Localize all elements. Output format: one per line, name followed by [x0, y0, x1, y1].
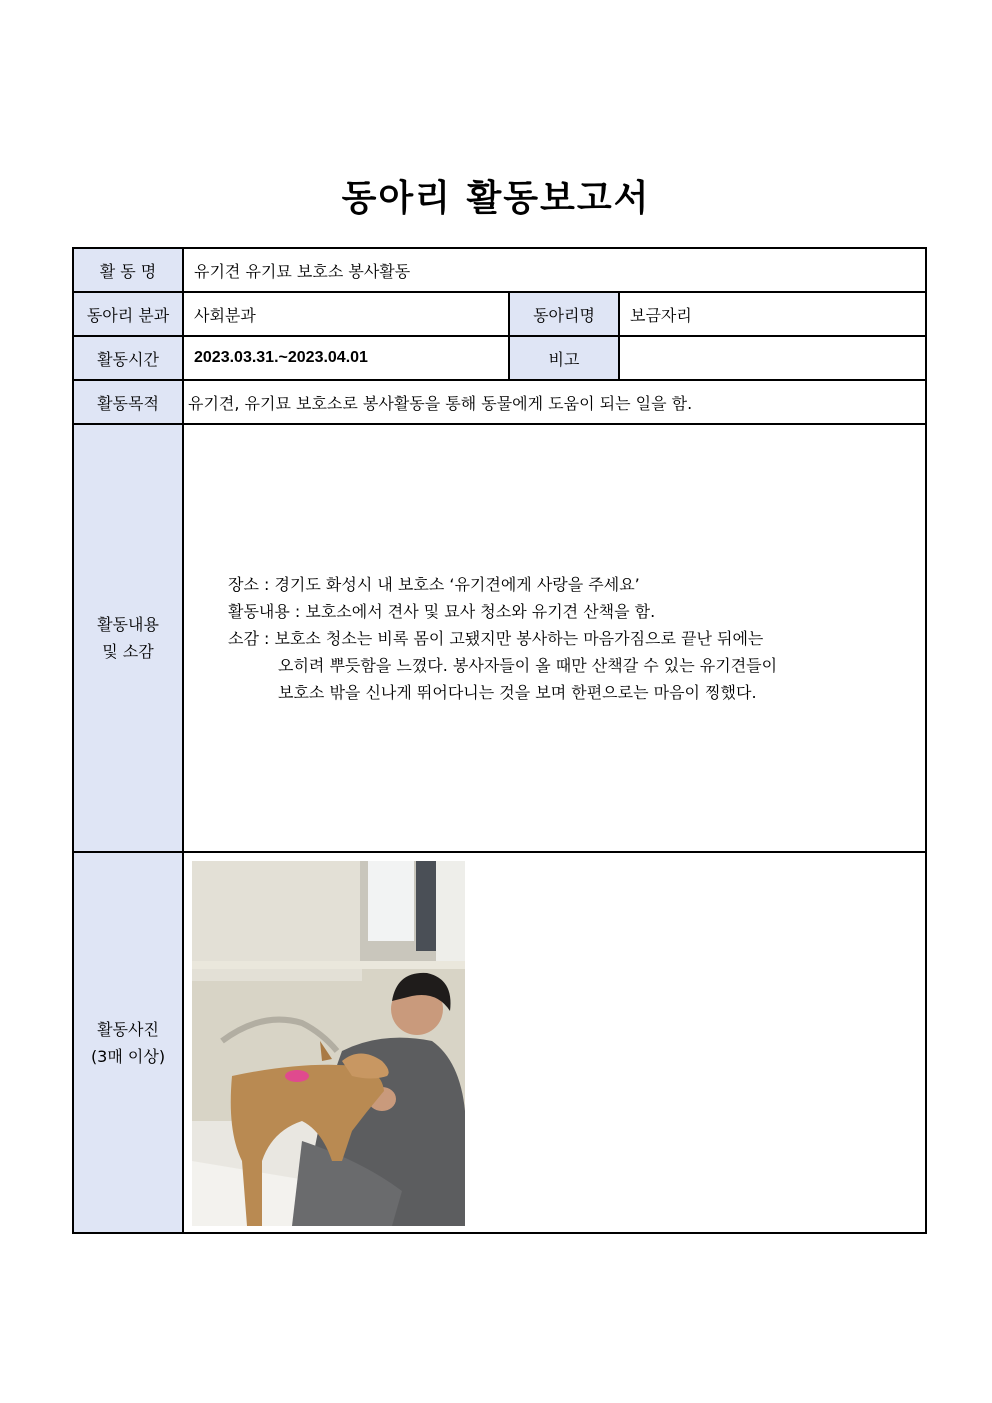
activity-photo-label-line2: (3매 이상)	[90, 1046, 166, 1066]
club-division-value: 사회분과	[183, 292, 509, 336]
row-activity-name	[73, 248, 926, 292]
remarks-value	[619, 336, 926, 380]
report-table	[72, 247, 927, 1234]
content-activity: 활동내용 : 보호소에서 견사 및 묘사 청소와 유기견 산책을 함.	[228, 601, 656, 621]
page-title: 동아리 활동보고서	[341, 178, 651, 219]
activity-photo	[192, 861, 465, 1226]
activity-photo-label	[73, 852, 183, 1233]
remarks-label: 비고	[509, 336, 619, 380]
row-division	[73, 292, 926, 336]
activity-photo-label-line1: 활동사진	[97, 1019, 159, 1039]
content-impression-cont2: 보호소 밖을 신나게 뛰어다니는 것을 보며 한편으로는 마음이 찡했다.	[278, 682, 757, 702]
activity-name-value: 유기견 유기묘 보호소 봉사활동	[183, 248, 926, 292]
activity-photo-cell	[183, 852, 926, 1233]
activity-purpose-label: 활동목적	[73, 380, 183, 424]
activity-time-label: 활동시간	[73, 336, 183, 380]
club-name-value: 보금자리	[619, 292, 926, 336]
activity-time-value: 2023.03.31.~2023.04.01	[183, 336, 509, 380]
row-time	[73, 336, 926, 380]
activity-name-label: 활 동 명	[73, 248, 183, 292]
content-location: 장소 : 경기도 화성시 내 보호소 ‘유기견에게 사랑을 주세요’	[228, 574, 640, 594]
activity-content-label-line2: 및 소감	[102, 642, 154, 661]
activity-content-value	[183, 424, 926, 852]
content-impression: 소감 : 보호소 청소는 비록 몸이 고됐지만 봉사하는 마음가짐으로 끝난 뒤에는	[228, 628, 764, 648]
club-division-label: 동아리 분과	[73, 292, 183, 336]
row-purpose	[73, 380, 926, 424]
club-name-label: 동아리명	[509, 292, 619, 336]
row-photo	[73, 852, 926, 1233]
activity-purpose-value: 유기견, 유기묘 보호소로 봉사활동을 통해 동물에게 도움이 되는 일을 함.	[183, 380, 926, 424]
content-impression-cont1: 오히려 뿌듯함을 느꼈다. 봉사자들이 올 때만 산책갈 수 있는 유기견들이	[278, 655, 778, 675]
row-content	[73, 424, 926, 852]
activity-content-label-line1: 활동내용	[97, 615, 159, 634]
activity-content-label	[73, 424, 183, 852]
